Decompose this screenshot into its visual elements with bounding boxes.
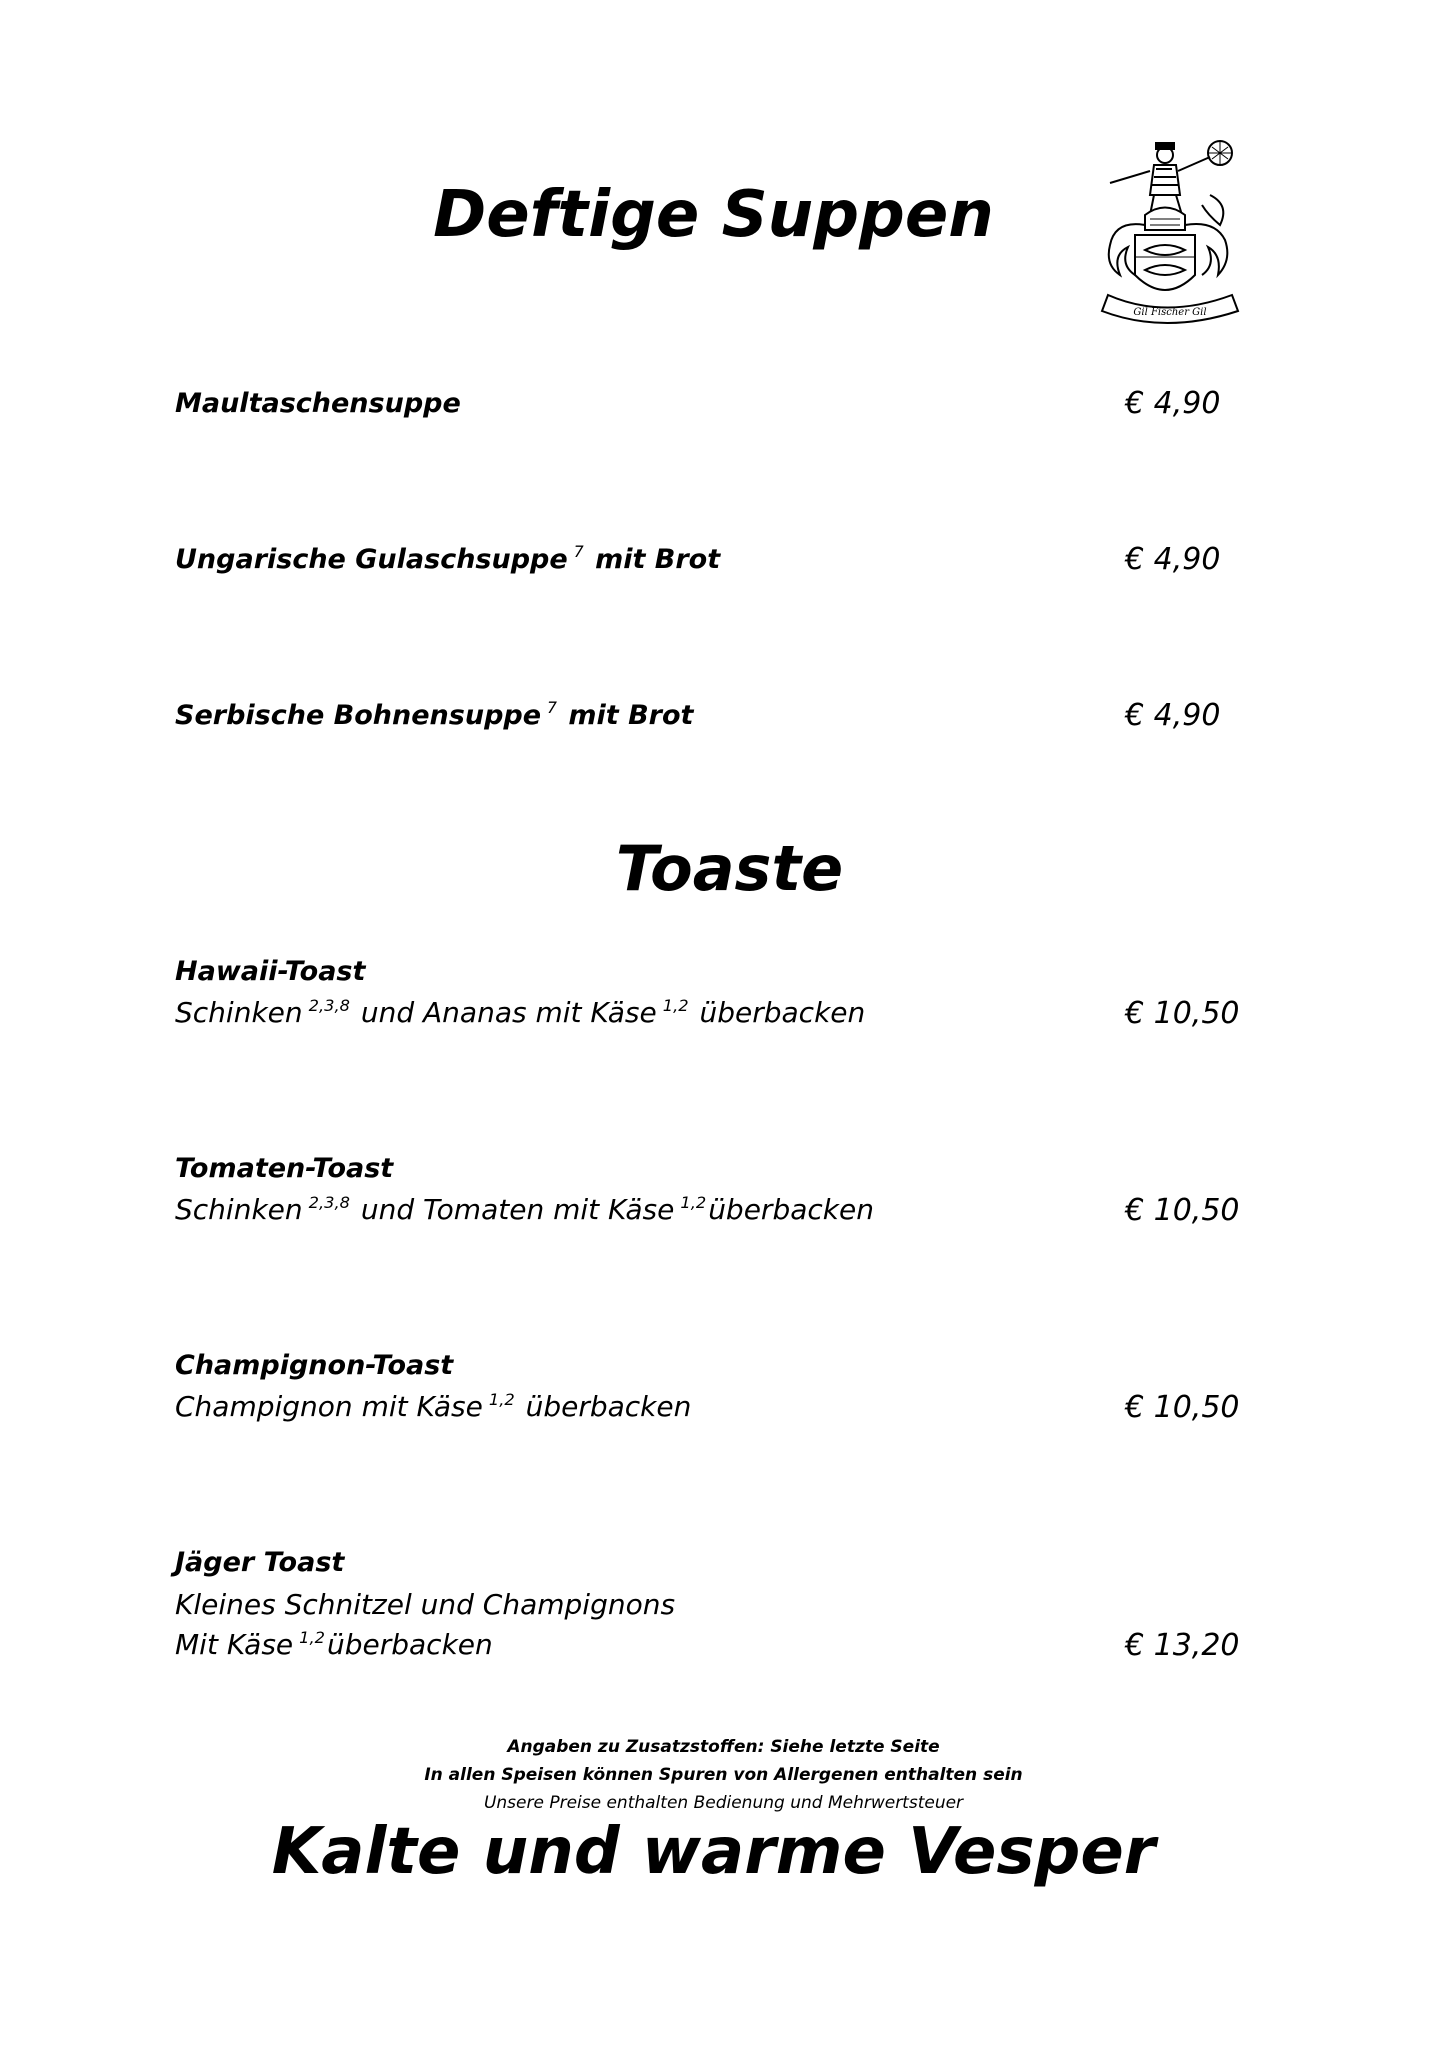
menu-item-description: Schinken $^{2,3,8}$ und Tomaten mit Käse $^{1,2}$überbacken: [175, 1192, 874, 1226]
menu-item-price: € 4,90: [1125, 698, 1221, 733]
menu-item-name: Jäger Toast: [175, 1547, 345, 1578]
footnote-allergens: In allen Speisen können Spuren von Allergenen enthalten sein: [424, 1765, 1023, 1785]
menu-item-price: € 10,50: [1125, 996, 1240, 1031]
section-title-toaste: Toaste: [615, 832, 844, 905]
menu-item-description: Mit Käse $^{1,2}$überbacken: [175, 1627, 493, 1661]
footnote-additives: Angaben zu Zusatzstoffen: Siehe letzte Seite: [507, 1737, 940, 1757]
section-title-suppen: Deftige Suppen: [433, 178, 994, 252]
section-title-vesper: Kalte und warme Vesper: [271, 1815, 1156, 1889]
menu-item-price: € 10,50: [1125, 1390, 1240, 1425]
menu-item-price: € 4,90: [1125, 542, 1221, 577]
menu-item-name: Serbische Bohnensuppe $^7$ mit Brot: [175, 698, 694, 731]
menu-item-name: Hawaii-Toast: [175, 956, 366, 987]
logo-banner-text: Gil Fischer Gil: [1133, 307, 1207, 318]
menu-item-name: Tomaten-Toast: [175, 1153, 394, 1184]
menu-item-price: € 10,50: [1125, 1193, 1240, 1228]
menu-item-description: Schinken $^{2,3,8}$ und Ananas mit Käse $^{1,2}$ überbacken: [175, 995, 866, 1029]
menu-item-description: Champignon mit Käse $^{1,2}$ überbacken: [175, 1389, 692, 1423]
menu-item-price: € 4,90: [1125, 386, 1221, 421]
menu-item-price: € 13,20: [1125, 1628, 1240, 1663]
footnote-prices: Unsere Preise enthalten Bedienung und Mehrwertsteuer: [483, 1793, 964, 1813]
menu-item-name: Ungarische Gulaschsuppe $^7$ mit Brot: [175, 542, 721, 575]
allergen-code: 7: [573, 542, 584, 562]
menu-item-name: Maultaschensuppe: [175, 388, 461, 419]
allergen-code: 7: [547, 698, 557, 718]
menu-item-name: Champignon-Toast: [175, 1350, 454, 1381]
menu-item-description: Kleines Schnitzel und Champignons: [175, 1588, 676, 1621]
